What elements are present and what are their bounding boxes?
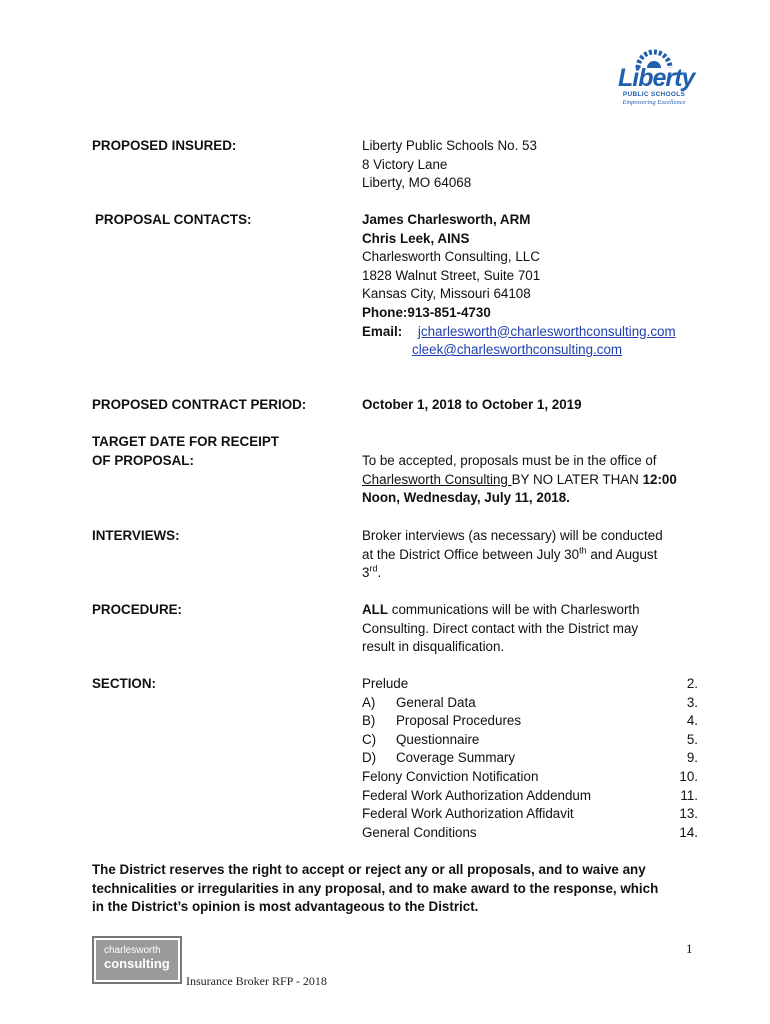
toc-row	[362, 712, 698, 731]
target-label-line-2: OF PROPOSAL:	[92, 452, 194, 468]
procedure-text	[362, 601, 640, 657]
contact-street: 1828 Walnut Street, Suite 701	[362, 267, 541, 283]
logo-consulting: consulting	[104, 956, 170, 971]
target-line-3: Noon, Wednesday, July 11, 2018.	[362, 490, 570, 506]
section-toc	[362, 675, 698, 842]
contact-company: Charlesworth Consulting, LLC	[362, 249, 540, 265]
toc-row	[362, 805, 698, 824]
toc-letter: D)	[362, 750, 377, 766]
logo-charlesworth: charlesworth	[104, 945, 161, 956]
toc-row	[362, 731, 698, 750]
disclaimer-line: in the District’s opinion is most advantageous to the District.	[92, 899, 479, 915]
target-time: 12:00	[642, 471, 677, 487]
logo-tagline: Empowering Excellence	[622, 99, 686, 106]
toc-page: 10.	[679, 768, 698, 784]
disclaimer-line: The District reserves the right to accept or reject any or all proposals, and to waive any	[92, 862, 646, 877]
insured-line: Liberty, MO 64068	[362, 175, 472, 191]
section-label: SECTION:	[92, 676, 156, 691]
toc-title: Felony Conviction Notification	[362, 768, 539, 784]
period-label: PROPOSED CONTRACT PERIOD:	[92, 397, 307, 412]
contacts-block	[362, 211, 676, 360]
toc-page: 9.	[686, 750, 698, 766]
toc-title: General Data	[396, 694, 476, 710]
footer-text: Insurance Broker RFP - 2018	[186, 974, 327, 988]
interviews-text	[362, 527, 663, 583]
interviews-sup-1: th	[579, 545, 587, 556]
interviews-line-2a: at the District Office between July 30	[362, 546, 580, 562]
page-number: 1	[686, 941, 693, 956]
procedure-label: PROCEDURE:	[92, 602, 183, 617]
procedure-line-3: result in disqualification.	[362, 639, 505, 655]
toc-letter: B)	[362, 713, 376, 729]
target-label-line-1: TARGET DATE FOR RECEIPT	[92, 434, 279, 449]
toc-title: Coverage Summary	[396, 750, 516, 766]
toc-title: Questionnaire	[396, 731, 480, 747]
toc-row	[362, 749, 698, 768]
toc-page: 3.	[686, 694, 698, 710]
toc-page: 4.	[686, 713, 698, 729]
toc-page: 5.	[686, 731, 698, 747]
toc-title: General Conditions	[362, 824, 477, 840]
interviews-line-3b: .	[377, 565, 382, 581]
toc-title: Prelude	[362, 676, 409, 691]
procedure-all: ALL	[362, 602, 389, 617]
toc-row	[362, 675, 698, 694]
toc-title: Federal Work Authorization Addendum	[362, 787, 592, 803]
toc-row	[362, 787, 698, 806]
target-text	[362, 452, 677, 508]
toc-row	[362, 824, 698, 843]
toc-page: 2.	[686, 676, 698, 691]
target-firm: Charlesworth Consulting	[362, 471, 512, 487]
toc-page: 13.	[679, 806, 698, 822]
target-label	[92, 433, 279, 470]
procedure-line-1: communications will be with Charlesworth	[388, 602, 640, 617]
insured-label: PROPOSED INSURED:	[92, 138, 237, 153]
toc-row	[362, 768, 698, 787]
logo-subtitle: PUBLIC SCHOOLS	[622, 91, 686, 98]
disclaimer	[92, 861, 712, 917]
toc-page: 14.	[679, 824, 698, 840]
contact-phone: Phone:913-851-4730	[362, 304, 491, 320]
disclaimer-line: technicalities or irregularities in any proposal, and to make award to the response, which	[92, 880, 659, 896]
toc-title: Federal Work Authorization Affidavit	[362, 806, 574, 822]
interviews-label: INTERVIEWS:	[92, 528, 180, 543]
contact-name-1: James Charlesworth, ARM	[362, 212, 531, 227]
toc-letter: A)	[362, 694, 376, 710]
toc-letter: C)	[362, 731, 377, 747]
interviews-line-3a: 3	[362, 565, 370, 581]
procedure-line-2: Consulting. Direct contact with the District may	[362, 620, 639, 636]
insured-address	[362, 137, 537, 193]
toc-row	[362, 694, 698, 713]
email-link-2[interactable]: cleek@charlesworthconsulting.com	[412, 342, 623, 358]
toc-page: 11.	[680, 787, 698, 803]
insured-line: 8 Victory Lane	[362, 156, 448, 172]
insured-line: Liberty Public Schools No. 53	[362, 138, 537, 153]
contact-name-2: Chris Leek, AINS	[362, 230, 470, 246]
interviews-sup-2: rd	[369, 563, 378, 574]
target-deadline-text: BY NO LATER THAN	[511, 471, 643, 487]
charlesworth-logo	[92, 936, 182, 986]
email-link-1[interactable]: jcharlesworth@charlesworthconsulting.com	[417, 323, 676, 339]
interviews-line-1: Broker interviews (as necessary) will be conducted	[362, 528, 663, 543]
toc-title: Proposal Procedures	[396, 713, 522, 729]
liberty-logo	[618, 46, 695, 118]
email-label: Email:	[362, 323, 403, 339]
target-line-1: To be accepted, proposals must be in the office of	[362, 453, 657, 468]
contact-city: Kansas City, Missouri 64108	[362, 286, 531, 302]
period-value: October 1, 2018 to October 1, 2019	[362, 397, 582, 412]
interviews-line-2b: and August	[586, 546, 658, 562]
logo-word: Liberty	[618, 64, 695, 92]
contacts-label: PROPOSAL CONTACTS:	[95, 212, 252, 227]
